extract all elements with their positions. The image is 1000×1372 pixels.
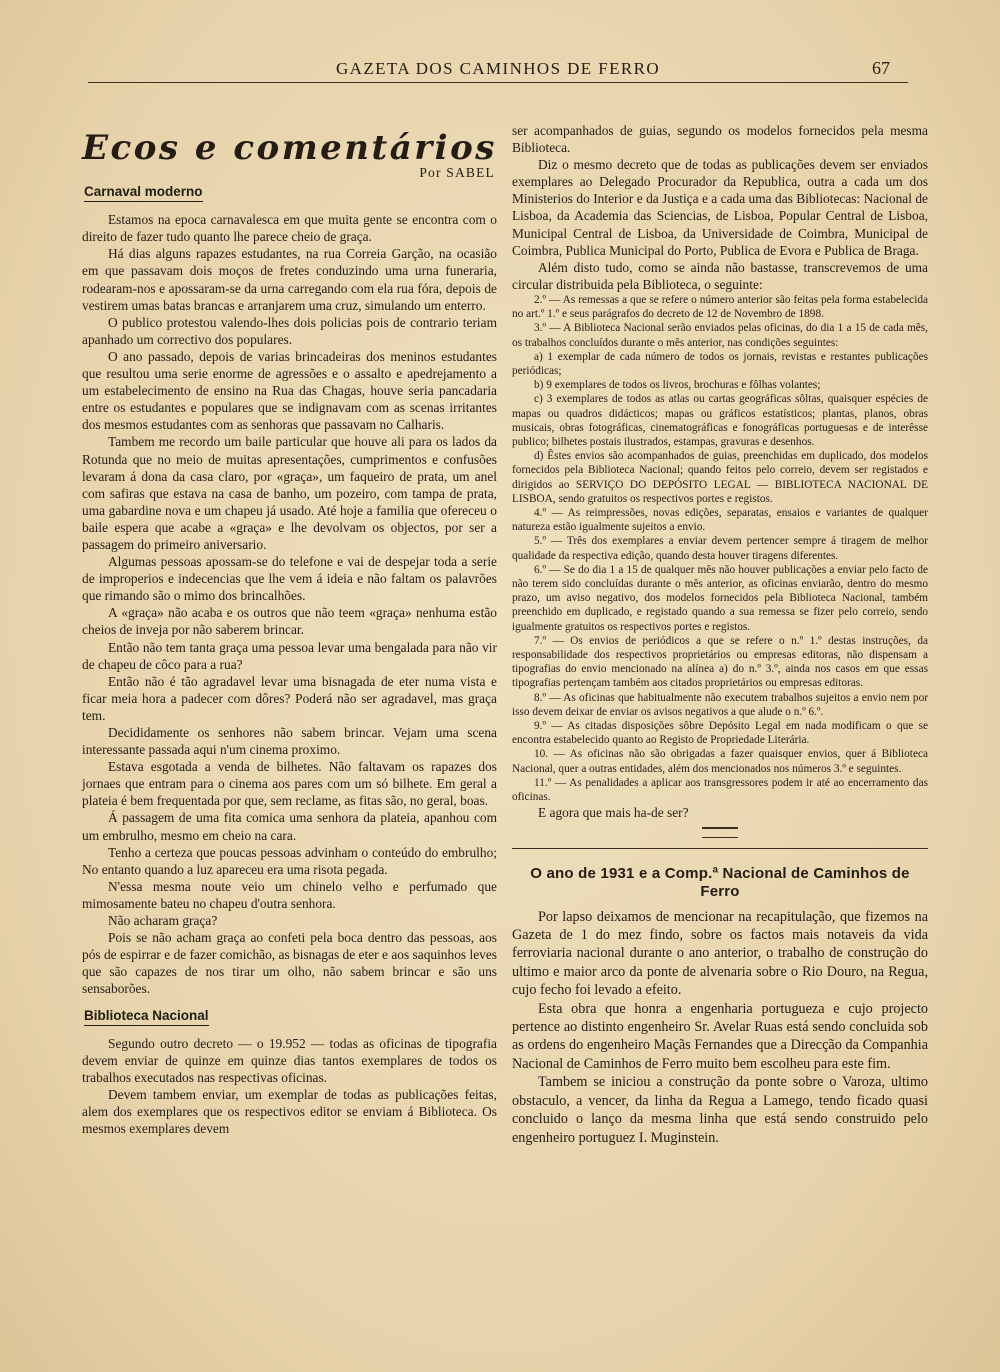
paragraph: Então não tem tanta graça uma pessoa levar uma bengalada para não vir de chapeu de côco para a rua?	[82, 639, 497, 672]
header-rule	[88, 82, 908, 83]
paragraph: O publico protestou valendo-lhes dois policias pois de contrario teriam apanhado um correctivo dos populares.	[82, 314, 497, 347]
circular-excerpt	[512, 293, 928, 804]
circular-item: 2.º — As remessas a que se refere o número anterior são feitas pela forma estabelecida no art.º 1.º e seus parágrafos do decreto de 12 de Novembro de 1898.	[512, 293, 928, 321]
paragraph: Estamos na epoca carnavalesca em que muita gente se encontra com o direito de fazer tudo quanto lhe parece cheio de graça.	[82, 212, 497, 245]
paragraph: A «graça» não acaba e os outros que não teem «graça» nenhuma estão cheios de inveja por não saberem brincar.	[82, 605, 497, 638]
paragraph: Então não é tão agradavel levar uma bisnagada de eter numa vista e ficar meia hora a padecer com dôres? Poderá não ser agradavel, mas graça tem.	[82, 673, 497, 723]
circular-item: d) Êstes envios são acompanhados de guias, preenchidas em duplicado, dos modelos fornecidos pela Biblioteca Nacional; quando feitos pelo correio, devem ser registados e dirigidos ao SERVIÇO DO DEPÓSITO LEGAL — BIBLIOTECA NACIONAL DE LISBOA, sendo gratuitos os respectivos portes e registos.	[512, 450, 928, 505]
circular-item: b) 9 exemplares de todos os livros, brochuras e fôlhas volantes;	[534, 379, 821, 392]
paragraph: Tambem me recordo um baile particular que houve ali para os lados da Rotunda que no meio de muitas apresentações, cumprimentos e confusões levaram á dona da casa claro, por «graça», um faqueiro de prata, um anel com safiras que estava na casa de banho, um pozeiro, com tampa de prata, uma gabardine nova e um chapeu já usado. Até hoje a familia que ofereceu o baile espera que acabe a «graça» e lhe devolvam os objectos, por ser a passagem do primeiro aniversario.	[82, 434, 497, 552]
circular-item: 7.º — Os envios de periódicos a que se refere o n.º 1.º destas instruções, da responsabilidade dos respectivos proprietários ou empresas editoras, não dispensam a tipografias do envio mencionado na alínea a) do n.º 3.º, ainda nos casos em que essas tipografias pertençam também aos citados proprietários ou empresas editoras.	[512, 634, 928, 690]
article2-body	[512, 908, 928, 1147]
paragraph: Estava esgotada a venda de bilhetes. Não faltavam os rapazes dos jornaes que entram para o cinema aos pares com um só bilhete. Em geral a plateia é bem frequentada por que, sem reclame, as fitas são, no geral, boas.	[82, 759, 497, 809]
paragraph: Tenho a certeza que poucas pessoas advinham o conteúdo do embrulho; No entanto quando a luz apareceu era uma risota pegada.	[82, 844, 497, 877]
left-column	[82, 122, 497, 1137]
section-heading-carnaval: Carnaval moderno	[84, 183, 203, 202]
paragraph: Por lapso deixamos de mencionar na recapitulação, que fizemos na Gazeta de 1 do mez findo, sobre os factos mais notaveis da vida ferroviaria nacional durante o ano anterior, o trabalho de construção do ultimo e maior arco da ponte de alvenaria sobre o Rio Douro, na Regua, cujo fecho foi levado a efeito.	[512, 908, 928, 999]
paragraph: Pois se não acham graça ao confeti pela boca dentro das pessoas, aos pós de espirrar e de fazer comichão, as bisnagas de eter e aos saquinhos leves que são capazes de nos tirar um olho, não sabem brincar e são uns sensaborões.	[82, 930, 497, 997]
paragraph: Diz o mesmo decreto que de todas as publicações devem ser enviados exemplares ao Delegado Procurador da Republica, outra a cada um dos Ministerios do Interior e da Justiça e a cada uma das Bibliotecas: Nacional de Lisboa, da Academia das Sciencias, de Lisboa, Popular Central de Lisboa, Municipal Central de Lisboa, da Universidade de Coimbra, Municipal de Coimbra, Publica Municipal do Porto, Publica de Evora e Publica de Braga.	[512, 157, 928, 258]
circular-item: 10. — As oficinas não são obrigadas a fazer quaisquer envios, quer á Biblioteca Nacional, quer a outras entidades, além dos mencionados nos números 3.º e seguintes.	[512, 748, 928, 775]
paragraph: Além disto tudo, como se ainda não bastasse, transcrevemos de uma circular distribuida pela Biblioteca, o seguinte:	[512, 259, 928, 292]
paragraph: Algumas pessoas apossam-se do telefone e vai de despejar toda a serie de improperios e indecencias que lhe vem á ideia e não faltam os palavrões que rimando são o mimo dos brincalhões.	[82, 554, 497, 604]
paragraph: O ano passado, depois de varias brincadeiras dos meninos estudantes que resultou uma serie enorme de agressões e o assalto e apedrejamento a um estabelecimento de ensino na Rua das Chagas, houve seria pancadaria entre os estudantes e populares que se indignavam com as scenas irritantes dos mesmos estudantes com as senhoras que passavam no Calharis.	[82, 348, 497, 433]
circular-item: c) 3 exemplares de todos as atlas ou cartas geográficas sôltas, quaisquer espécies de mapas ou quadros didácticos; mapas ou gráficos estatísticos; plantas, planos, obras musicais, obras fotográficas, cinematográficas e fonográficas portuguesas e de interêsse publico; bilhetes postais ilustrados, estampas, gravuras e desenhos.	[512, 393, 928, 448]
circular-item: 9.º — As citadas disposições sôbre Depósito Legal em nada modificam o que se encontra estabelecido quanto ao Registo de Propriedade Literária.	[512, 720, 928, 747]
paragraph: Segundo outro decreto — o 19.952 — todas as oficinas de tipografia devem enviar de quinze em quinze dias tantos exemplares de todos os trabalhos executados nas respectivas oficinas.	[82, 1035, 497, 1085]
circular-item: 4.º — As reimpressões, novas edições, separatas, ensaios e variantes de qualquer natureza estão igualmente sujeitos a envio.	[512, 506, 928, 534]
circular-item: 6.º — Se do dia 1 a 15 de qualquer mês não houver publicações a enviar pelo facto de não terem sido concluídas durante o mês anterior, as oficinas enviarão, dentro do mesmo prazo, um aviso negativo, dos modelos fornecidos pela Biblioteca Nacional, também preenchido em duplicado, e registado quando a sua remessa se fizer pelo correio, sendo igualmente gratuitos os respectivos portes e registos.	[512, 563, 928, 633]
circular-item: 11.º — As penalidades a aplicar aos transgressores podem ir até ao encerramento das oficinas.	[512, 776, 928, 804]
train-ornament	[512, 825, 928, 842]
right-column	[512, 122, 928, 1147]
article-title: Ecos e comentários	[82, 128, 497, 168]
paragraph: Á passagem de uma fita comica uma senhora da plateia, apanhou com um embrulho, mesmo em cheio na cara.	[82, 810, 497, 843]
section-divider	[512, 848, 928, 849]
paragraph: Não acharam graça?	[108, 913, 218, 929]
page-number: 67	[872, 58, 890, 78]
paragraph: Devem tambem enviar, um exemplar de todas as publicações feitas, alem dos exemplares que os respectivos editor se enviam á Biblioteca. Os mesmos exemplares devem	[82, 1086, 497, 1137]
circular-item: 5.º — Três dos exemplares a enviar devem pertencer sempre á tiragem de melhor qualidade da respectiva edição, quando desta houver tiragens diferentes.	[512, 535, 928, 562]
circular-item: a) 1 exemplar de cada número de todos os jornais, revistas e restantes publicações periódicas;	[512, 350, 928, 377]
paragraph: Há dias alguns rapazes estudantes, na rua Correia Garção, na ocasião em que passavam dois moços de fretes conduzindo uma urna funeraria, rodearam-nos e apossaram-se da urna carregando com ela rua fóra, depois de vestirem umas batas brancas e arranjarem uma cruz, simulando um enterro.	[82, 246, 497, 313]
paragraph: Tambem se iniciou a construção da ponte sobre o Varoza, ultimo obstaculo, a vencer, da linha da Regua a Lamego, tendo ficado quasi concluido o lanço da mesma linha que está sendo construido pelo engenheiro portuguez I. Muginstein.	[512, 1074, 928, 1146]
paragraph: N'essa mesma noute veio um chinelo velho e perfumado que mimosamente bateu no chapeu d'outra senhora.	[82, 878, 497, 911]
article2-heading: O ano de 1931 e a Comp.ª Nacional de Caminhos de Ferro	[530, 865, 910, 900]
circular-item: 3.º — A Biblioteca Nacional serão enviados pelas oficinas, do dia 1 a 15 de cada mês, os trabalhos concluídos durante o mês anterior, nas condições seguintes:	[512, 322, 928, 349]
circular-item: 8.º — As oficinas que habitualmente não executem trabalhos sujeitos a envio nem por isso devem deixar de enviar os avisos negativos a que alude o n.º 6.º.	[512, 691, 928, 718]
article-byline: Por SABEL	[419, 165, 495, 180]
paragraph: Esta obra que honra a engenharia portugueza e cujo projecto pertence ao distinto engenheiro Sr. Avelar Ruas está sendo concluida sob as ordens do engenheiro Maçãs Fernandes que a Direcção da Companhia Nacional de Caminhos de Ferro muito bem escolheu para este fim.	[512, 1000, 928, 1072]
section-heading-biblioteca: Biblioteca Nacional	[84, 1007, 209, 1026]
paragraph-continued: ser acompanhados de guias, segundo os modelos fornecidos pela mesma Biblioteca.	[512, 123, 928, 156]
page-header	[88, 58, 908, 82]
closing-line: E agora que mais ha-de ser?	[538, 805, 689, 821]
paragraph: Decididamente os senhores não sabem brincar. Vejam uma scena interessante passada aqui n'um cinema proximo.	[82, 725, 497, 758]
publication-title: GAZETA DOS CAMINHOS DE FERRO	[335, 59, 661, 78]
